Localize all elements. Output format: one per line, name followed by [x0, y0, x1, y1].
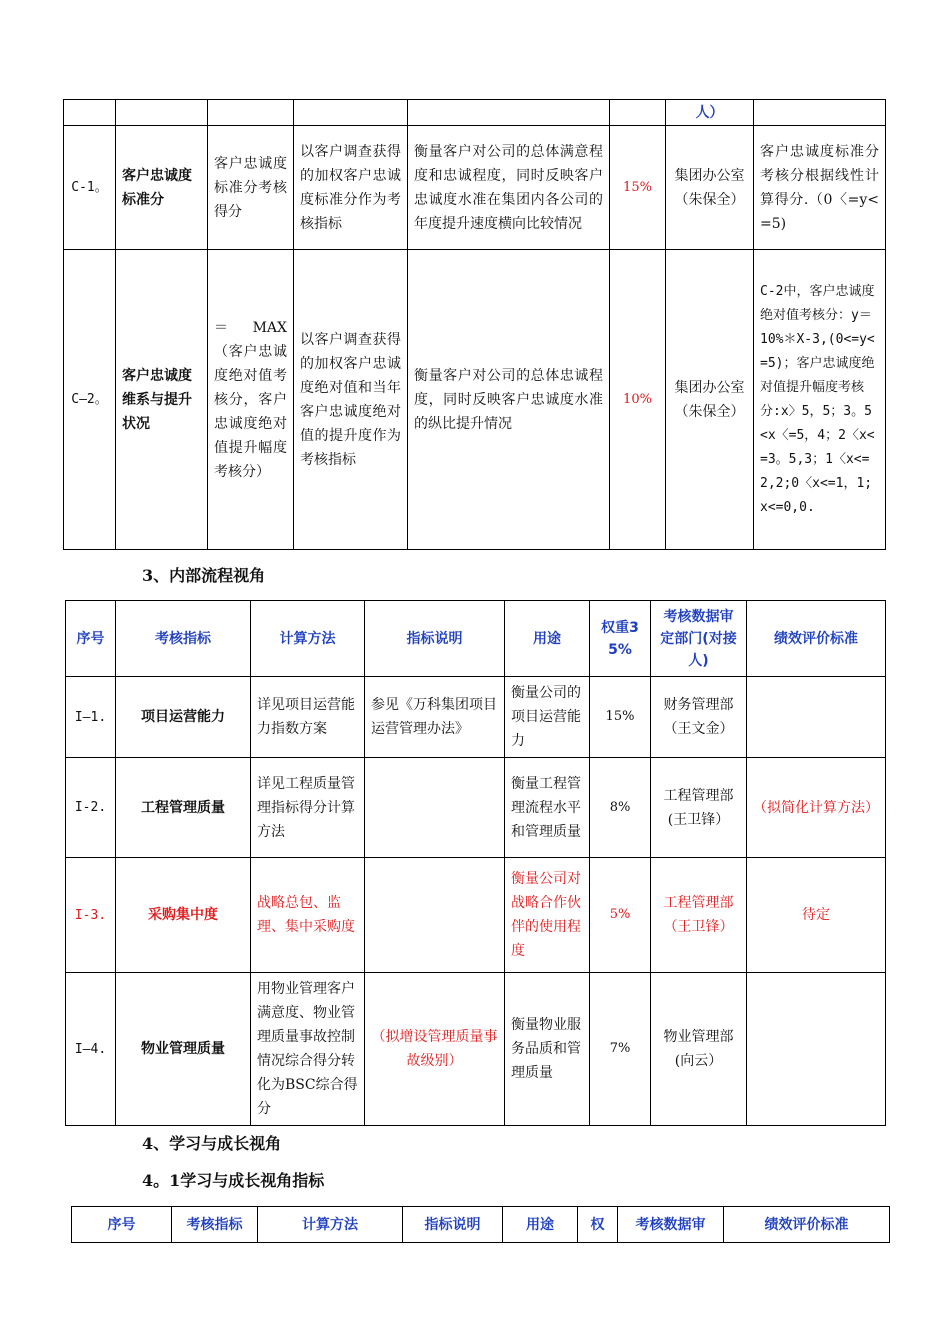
header-no: 序号 — [72, 1207, 172, 1243]
header-method: 计算方法 — [251, 601, 365, 677]
header-indicator: 考核指标 — [116, 601, 251, 677]
header-standard: 绩效评价标准 — [747, 601, 886, 677]
row-weight: 10% — [610, 250, 666, 550]
row-standard: 待定 — [747, 858, 886, 973]
row-desc: 以客户调查获得的加权客户忠诚度绝对值和当年客户忠诚度绝对值的提升度作为考核指标 — [294, 250, 408, 550]
header-no: 序号 — [66, 601, 116, 677]
row-desc: （拟增设管理质量事故级别） — [365, 973, 505, 1126]
row-id: C-1。 — [64, 126, 116, 250]
learning-growth-table — [71, 1206, 890, 1243]
header-desc: 指标说明 — [403, 1207, 503, 1243]
row-standard — [747, 677, 886, 758]
row-desc: 参见《万科集团项目运营管理办法》 — [365, 677, 505, 758]
row-method: 用物业管理客户满意度、物业管理质量事故控制情况综合得分转化为BSC综合得分 — [251, 973, 365, 1126]
customer-kpi-table — [63, 99, 886, 550]
internal-process-table — [65, 600, 886, 1126]
row-desc — [365, 758, 505, 858]
row-standard: （拟简化计算方法） — [747, 758, 886, 858]
row-indicator: 工程管理质量 — [116, 758, 251, 858]
row-dept: 财务管理部（王文金） — [651, 677, 747, 758]
row-usage: 衡量物业服务品质和管理质量 — [505, 973, 590, 1126]
row-method: 战略总包、监理、集中采购度 — [251, 858, 365, 973]
section-4-title: 4、学习与成长视角 — [142, 1134, 282, 1153]
row-id: I-2. — [66, 758, 116, 858]
row-indicator: 物业管理质量 — [116, 973, 251, 1126]
row-method: 客户忠诚度标准分考核得分 — [208, 126, 294, 250]
row-method: 详见工程质量管理指标得分计算方法 — [251, 758, 365, 858]
header-method: 计算方法 — [258, 1207, 403, 1243]
row-id: C—2。 — [64, 250, 116, 550]
row-standard: 客户忠诚度标准分考核分根据线性计算得分.（0〈=y<=5) — [754, 126, 886, 250]
row-indicator: 采购集中度 — [116, 858, 251, 973]
dept-header-fragment: 人） — [666, 100, 754, 126]
section-4-1-title: 4。1学习与成长视角指标 — [142, 1171, 325, 1190]
table-row — [66, 758, 886, 858]
row-usage: 衡量客户对公司的总体满意程度和忠诚程度，同时反映客户忠诚度水准在集团内各公司的年度提升速度横向比较情况 — [408, 126, 610, 250]
row-id: I-3. — [66, 858, 116, 973]
header-dept: 考核数据审定部门(对接人) — [651, 601, 747, 677]
row-indicator: 项目运营能力 — [116, 677, 251, 758]
row-dept: 物业管理部(向云） — [651, 973, 747, 1126]
row-weight: 8% — [590, 758, 651, 858]
table-row — [66, 677, 886, 758]
header-standard: 绩效评价标准 — [724, 1207, 890, 1243]
header-dept: 考核数据审 — [618, 1207, 724, 1243]
row-weight: 7% — [590, 973, 651, 1126]
row-id: I—1. — [66, 677, 116, 758]
table-header-row — [66, 601, 886, 677]
header-fragment-row — [64, 100, 886, 126]
row-dept: 集团办公室（朱保全） — [666, 126, 754, 250]
header-usage: 用途 — [505, 601, 590, 677]
row-dept: 集团办公室（朱保全） — [666, 250, 754, 550]
row-indicator: 客户忠诚度标准分 — [116, 126, 208, 250]
row-method: 详见项目运营能力指数方案 — [251, 677, 365, 758]
header-weight: 权重35% — [590, 601, 651, 677]
header-usage: 用途 — [503, 1207, 578, 1243]
row-usage: 衡量客户对公司的总体忠诚程度，同时反映客户忠诚度水准的纵比提升情况 — [408, 250, 610, 550]
row-desc — [365, 858, 505, 973]
header-desc: 指标说明 — [365, 601, 505, 677]
row-dept: 工程管理部(王卫锋） — [651, 758, 747, 858]
row-weight: 5% — [590, 858, 651, 973]
section-3-title: 3、内部流程视角 — [142, 566, 266, 585]
row-standard — [747, 973, 886, 1126]
table-row — [64, 126, 886, 250]
row-dept: 工程管理部（王卫锋） — [651, 858, 747, 973]
table-header-row — [72, 1207, 890, 1243]
table-row — [66, 858, 886, 973]
row-indicator: 客户忠诚度维系与提升状况 — [116, 250, 208, 550]
header-indicator: 考核指标 — [172, 1207, 258, 1243]
row-method: ＝ MAX（客户忠诚度绝对值考核分，客户忠诚度绝对值提升幅度考核分） — [208, 250, 294, 550]
header-weight: 权 — [578, 1207, 618, 1243]
row-weight: 15% — [590, 677, 651, 758]
row-usage: 衡量公司的项目运营能力 — [505, 677, 590, 758]
row-id: I—4. — [66, 973, 116, 1126]
row-usage: 衡量工程管理流程水平和管理质量 — [505, 758, 590, 858]
row-standard: C-2中，客户忠诚度绝对值考核分：y＝10%＊X-3,(0<=y<=5)；客户忠诚度绝对值提升幅度考核分:x〉5，5；3。5<x〈=5，4；2〈x<=3。5,3；1〈x<=2,2;0〈x<=1，1;x<=0,0. — [754, 250, 886, 550]
row-usage: 衡量公司对战略合作伙伴的使用程度 — [505, 858, 590, 973]
row-desc: 以客户调查获得的加权客户忠诚度标准分作为考核指标 — [294, 126, 408, 250]
row-weight: 15% — [610, 126, 666, 250]
table-row — [66, 973, 886, 1126]
table-row — [64, 250, 886, 550]
